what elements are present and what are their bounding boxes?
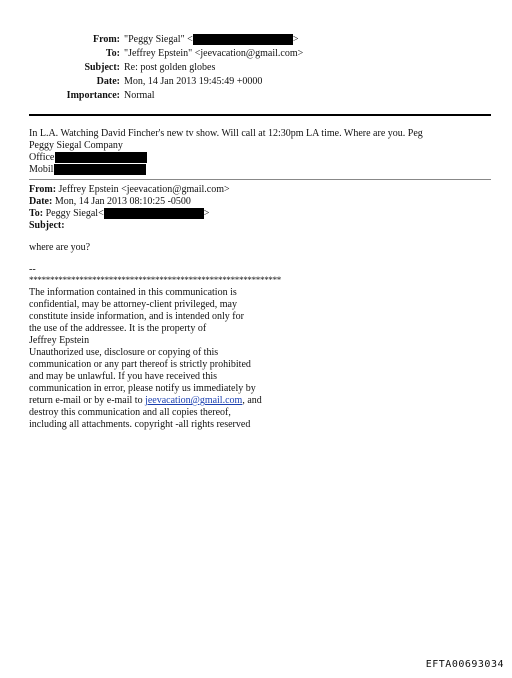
header-subject-value: Re: post golden globes xyxy=(124,62,216,73)
signature-dashes: -- xyxy=(29,264,36,275)
body-office-line xyxy=(29,152,147,164)
quoted-subject-row xyxy=(29,220,65,232)
header-date-label: Date: xyxy=(96,76,120,87)
header-divider xyxy=(29,114,491,116)
quoted-to-value: Peggy Siegal< xyxy=(43,208,104,219)
quoted-to-label: To: xyxy=(29,208,44,219)
header-from-value: "Peggy Siegal" < xyxy=(124,34,193,45)
disclaimer-line-5: Jeffrey Epstein xyxy=(29,335,90,346)
body-line-1: In L.A. Watching David Fincher's new tv show. Will call at 12:30pm LA time. Where are you. Peg xyxy=(29,128,423,139)
mobile-label: Mobil xyxy=(29,164,54,175)
disclaimer-line-9: communication in error, please notify us immediately by xyxy=(29,383,256,394)
quoted-date-row xyxy=(29,196,191,208)
quoted-from-row xyxy=(29,184,230,196)
quoted-date-value: Mon, 14 Jan 2013 08:10:25 -0500 xyxy=(52,196,191,207)
header-subject-label: Subject: xyxy=(84,62,120,73)
redaction-block xyxy=(104,208,204,219)
header-importance-value: Normal xyxy=(124,90,155,101)
disclaimer-line-4: the use of the addressee. It is the property of xyxy=(29,323,207,334)
quoted-from-label: From: xyxy=(29,184,57,195)
signature-stars: ************************************************************ xyxy=(29,275,282,285)
header-importance-label: Importance: xyxy=(66,90,120,101)
header-from-after: > xyxy=(292,34,299,45)
disclaimer-line-12: including all attachments. copyright -all rights reserved xyxy=(29,419,251,430)
disclaimer-line-6: Unauthorized use, disclosure or copying of this xyxy=(29,347,219,358)
header-to-label: To: xyxy=(105,48,120,59)
quoted-date-label: Date: xyxy=(29,196,53,207)
redaction-block xyxy=(193,34,293,45)
body-mobile-line xyxy=(29,164,146,176)
disclaimer-line-11: destroy this communication and all copies thereof, xyxy=(29,407,231,418)
header-date-value: Mon, 14 Jan 2013 19:45:49 +0000 xyxy=(124,76,263,87)
return-suffix: , and xyxy=(242,395,262,406)
quoted-to-after: > xyxy=(203,208,210,219)
body-line-2: Peggy Siegal Company xyxy=(29,140,123,151)
document-id: EFTA00693034 xyxy=(425,659,504,670)
disclaimer-line-10 xyxy=(29,395,262,407)
header-to-value: "Jeffrey Epstein" <jeevacation@gmail.com> xyxy=(124,48,304,59)
disclaimer-line-1: The information contained in this communication is xyxy=(29,287,237,298)
office-label: Office xyxy=(29,152,55,163)
disclaimer-line-7: communication or any part thereof is strictly prohibited xyxy=(29,359,251,370)
quote-divider xyxy=(29,179,491,180)
disclaimer-line-2: confidential, may be attorney-client privileged, may xyxy=(29,299,237,310)
quoted-subject-label: Subject: xyxy=(29,220,65,231)
disclaimer-line-3: constitute inside information, and is intended only for xyxy=(29,311,244,322)
email-link[interactable]: jeevacation@gmail.com xyxy=(145,395,243,406)
quoted-message: where are you? xyxy=(29,242,91,253)
return-prefix: return e-mail or by e-mail to xyxy=(29,395,146,406)
disclaimer-line-8: and may be unlawful. If you have received this xyxy=(29,371,217,382)
quoted-from-value: Jeffrey Epstein <jeevacation@gmail.com> xyxy=(56,184,230,195)
redaction-block xyxy=(54,164,146,175)
redaction-block xyxy=(55,152,147,163)
header-from-label: From: xyxy=(92,34,120,45)
quoted-to-row xyxy=(29,208,209,220)
